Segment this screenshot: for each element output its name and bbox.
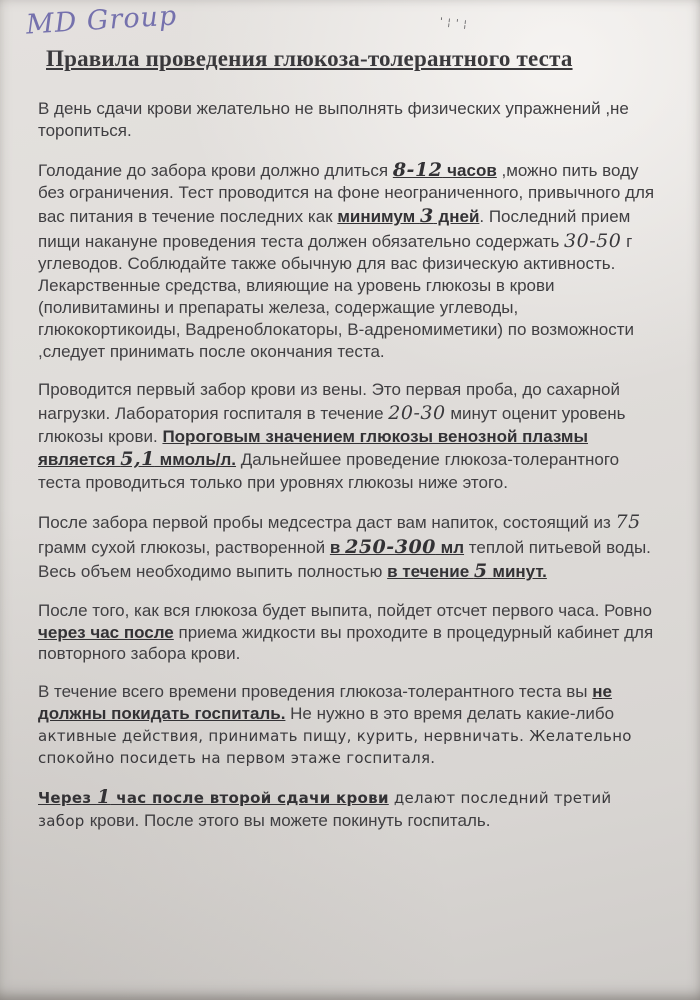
text-segment: 30-50 xyxy=(564,229,622,252)
text-segment: мл xyxy=(435,537,465,557)
document-body xyxy=(38,98,660,832)
text-segment: 250-300 xyxy=(345,535,436,558)
paragraph-third-blood-draw xyxy=(38,785,660,831)
paragraph-stay-in-hospital xyxy=(38,681,660,769)
text-segment: 5,1 xyxy=(120,448,155,471)
text-segment: В день сдачи крови желательно не выполнять физических упражнений ,не торопиться. xyxy=(38,99,629,140)
text-segment: 8-12 xyxy=(392,158,443,181)
text-segment: Не нужно в это время делать какие-либо xyxy=(285,704,615,724)
text-segment: После забора первой пробы медсестра даст вам напиток, состоящий из xyxy=(38,512,616,532)
text-segment: После того, как вся глюкоза будет выпита, пойдет отсчет первого часа. Ровно xyxy=(38,600,652,620)
text-segment: приема жидкости вы проходите в процедурный кабинет для повторного забора крови. xyxy=(38,622,654,664)
text-segment: Через xyxy=(38,789,97,808)
text-segment: час после второй сдачи крови xyxy=(110,789,389,808)
text-segment: часов xyxy=(442,160,497,180)
text-segment: Голодание до забора крови должно длиться xyxy=(38,160,393,180)
paragraph-fasting-rules xyxy=(38,158,660,363)
text-segment: 75 xyxy=(615,510,641,533)
text-segment: 20-30 xyxy=(388,401,446,424)
text-segment: г углеводов. Соблюдайте также обычную для вас физическую активность. Лекарственные средства, влияющие на уровень глюкозы в крови (поливитамины и препараты железа, содержащие углеводы, глюкокортикоиды, Вадреноблокаторы, В-адреномиметики) по возможности ,следует принимать после окончания теста. xyxy=(38,231,634,362)
paragraph-first-hour xyxy=(38,600,660,666)
text-segment: 3 xyxy=(419,205,434,228)
text-segment: через час после xyxy=(38,622,174,642)
paragraph-day-of-test xyxy=(38,98,660,142)
text-segment: теплой питьевой воды. Весь объем необходимо выпить полностью xyxy=(38,537,651,582)
text-segment: 5 xyxy=(473,560,488,583)
document-title: Правила проведения глюкоза-толерантного теста xyxy=(46,46,573,71)
text-segment: грамм сухой глюкозы, растворенной xyxy=(38,537,330,557)
text-segment: в течение xyxy=(387,562,474,582)
paragraph-first-blood-draw xyxy=(38,379,660,494)
text-segment: дней xyxy=(433,207,480,227)
text-segment: В течение всего времени проведения глюкоза-толерантного теста вы xyxy=(38,682,593,702)
ink-smudge-marks: '¦'¦ xyxy=(437,16,471,31)
text-segment: ,можно пить воду без ограничения. Тест проводится на фоне неограниченного, привычного для вас питания в течение последних как xyxy=(38,160,655,227)
text-segment: активные действия, принимать пищу, курить, нервничать. Желательно спокойно посидеть на первом этаже госпиталя. xyxy=(38,727,632,768)
text-segment: Дальнейшее проведение глюкоза-толерантного теста проводиться только при уровнях глюкозы ниже этого. xyxy=(38,450,620,493)
text-segment: ммоль/л. xyxy=(154,450,237,470)
paragraph-glucose-drink xyxy=(38,510,660,584)
text-segment: Пороговым значением глюкозы венозной плазмы является xyxy=(38,426,589,470)
text-segment: минимум xyxy=(337,207,420,227)
text-segment: делают последний третий забор xyxy=(38,789,612,830)
text-segment: 1 xyxy=(96,786,111,809)
text-segment: Проводится первый забор крови из вены. Это первая проба, до сахарной нагрузки. Лаборатория госпиталя в течение xyxy=(38,380,620,423)
text-segment: крови. После этого вы можете покинуть госпиталь. xyxy=(89,810,491,830)
handwritten-note: MD Group xyxy=(25,0,179,41)
text-segment: . Последний прием пищи накануне проведения теста должен обязательно содержать xyxy=(38,207,631,251)
text-segment: минут оценит уровень глюкозы крови. xyxy=(38,403,626,446)
text-segment: не должны покидать госпиталь. xyxy=(38,682,612,724)
text-segment: в xyxy=(329,537,346,557)
document-page xyxy=(38,46,660,848)
text-segment: минут. xyxy=(487,562,547,582)
